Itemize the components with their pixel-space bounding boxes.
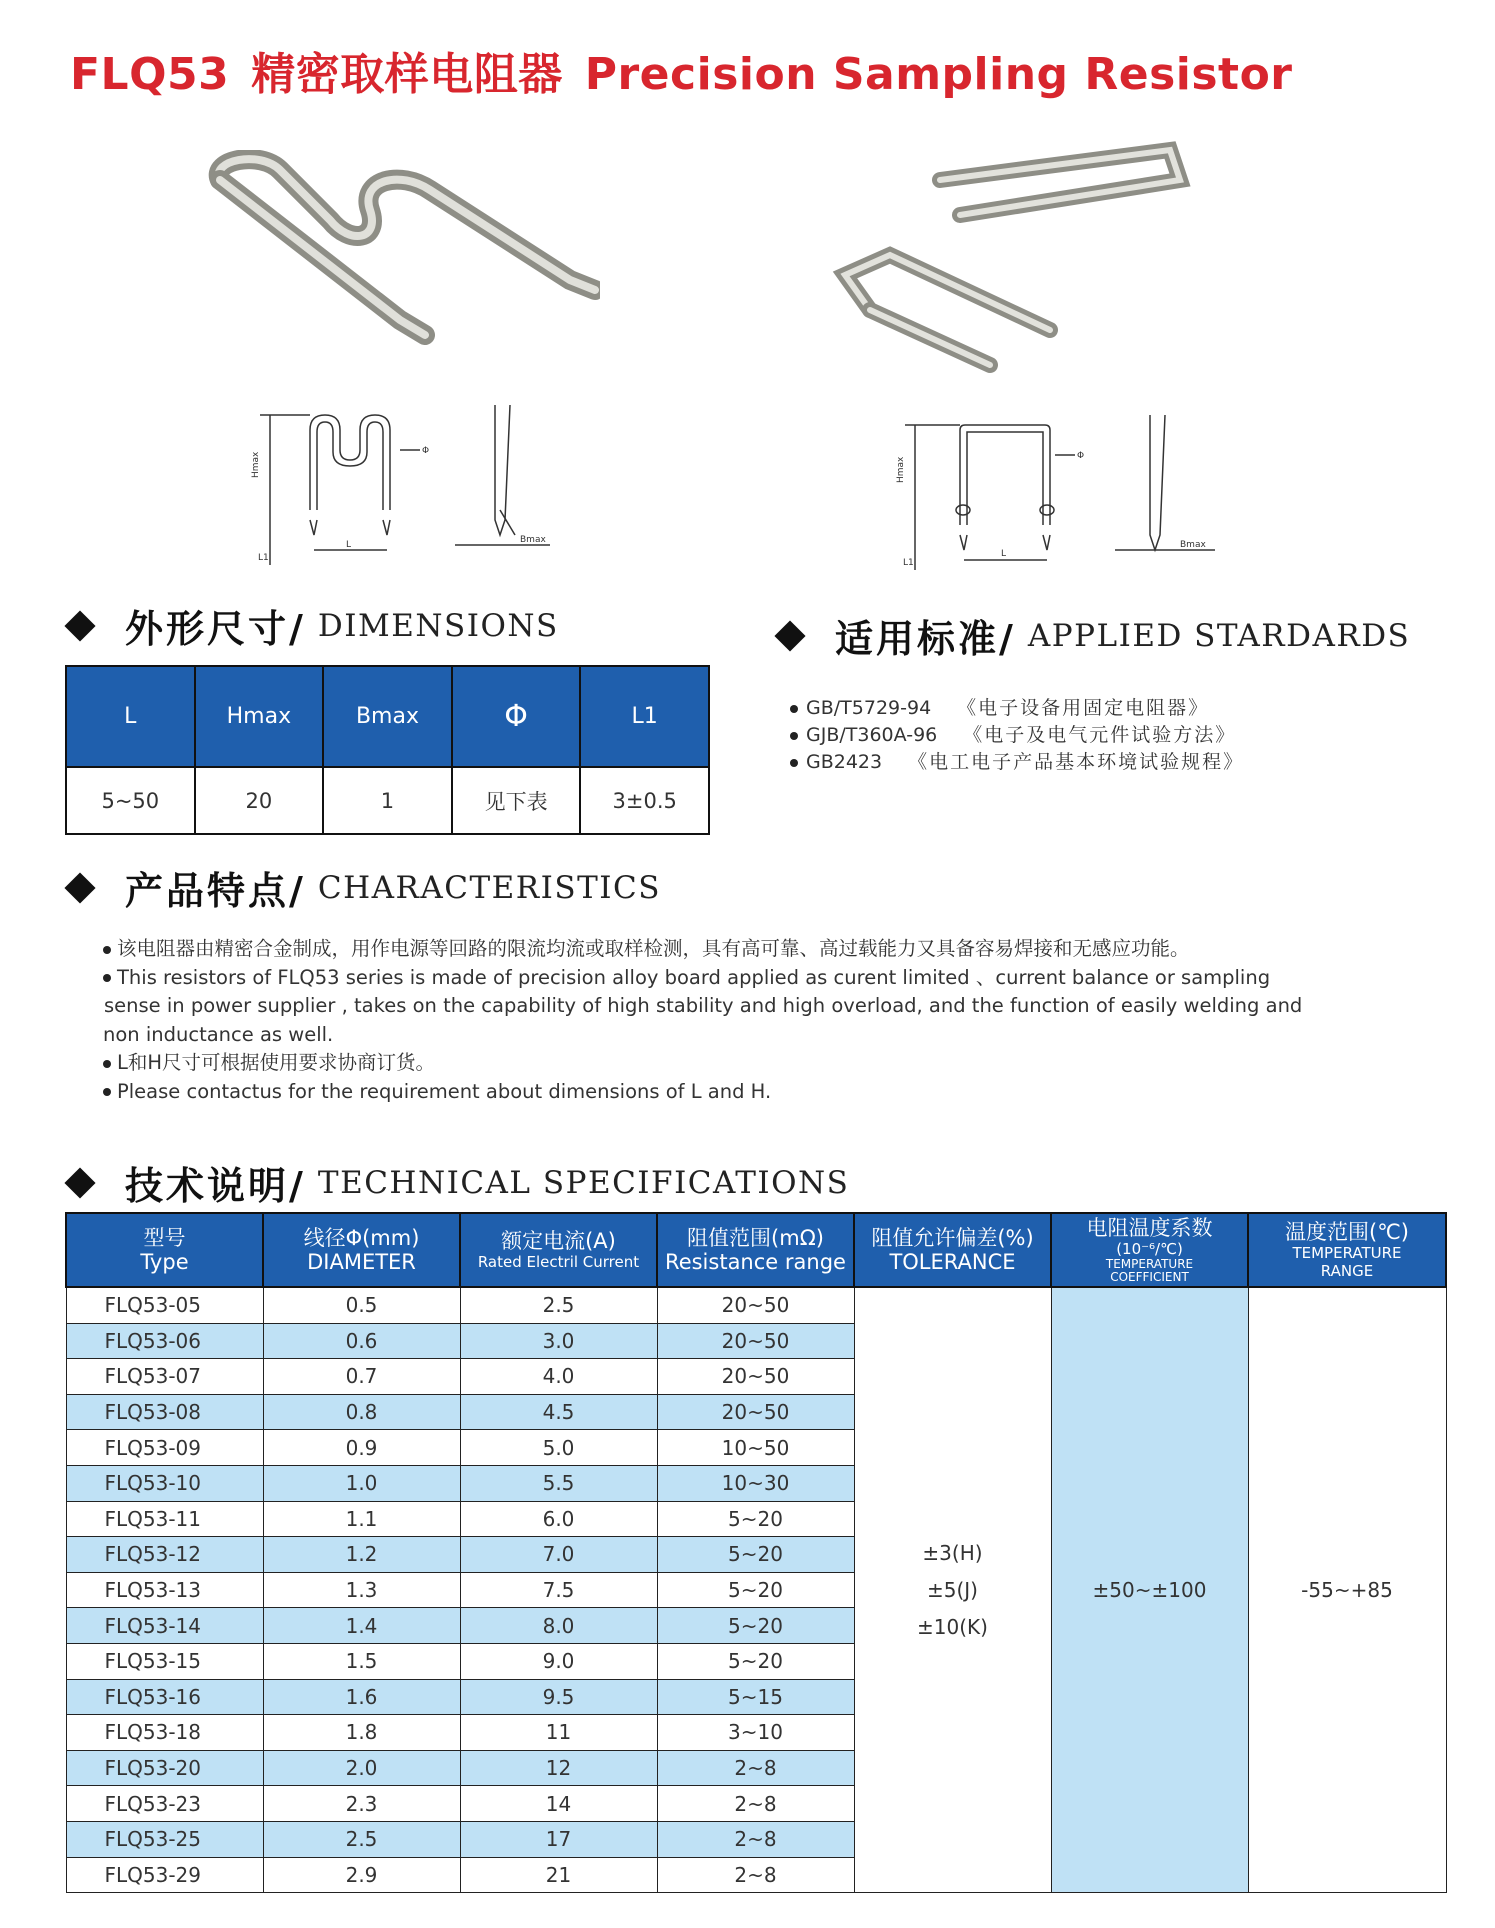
characteristics-heading [65, 860, 661, 915]
dim-header-l: L [66, 666, 195, 767]
header-tolerance: 阻值允许偏差(%) TOLERANCE [854, 1213, 1051, 1287]
specs-heading [65, 1155, 849, 1210]
type-cell: FLQ53-10 [66, 1465, 263, 1501]
diamond-icon [65, 873, 95, 903]
header-type: 型号 Type [66, 1213, 263, 1287]
resistance-cell: 10~30 [657, 1465, 854, 1501]
resistance-cell: 5~20 [657, 1572, 854, 1608]
type-cell: FLQ53-12 [66, 1537, 263, 1573]
type-cell: FLQ53-16 [66, 1679, 263, 1715]
tolerance-value: ±10(K) [917, 1614, 988, 1639]
drawing2-phi-label: Φ [1077, 451, 1085, 461]
type-cell: FLQ53-23 [66, 1786, 263, 1822]
resistance-cell: 2~8 [657, 1821, 854, 1857]
bullet-icon [790, 759, 798, 767]
type-cell: FLQ53-14 [66, 1608, 263, 1644]
type-cell: FLQ53-07 [66, 1359, 263, 1395]
dimensions-heading-cn: 外形尺寸/ [125, 607, 306, 651]
current-cell: 3.0 [460, 1323, 657, 1359]
diameter-cell: 0.6 [263, 1323, 460, 1359]
current-cell: 12 [460, 1750, 657, 1786]
char-p2a: This resistors of FLQ53 series is made of precision alloy board applied as curent limited 、current balance or sampling [117, 965, 1271, 989]
u-resistor-photo [830, 140, 1210, 380]
diameter-cell: 2.3 [263, 1786, 460, 1822]
diameter-cell: 2.9 [263, 1857, 460, 1893]
specs-header-row [66, 1213, 1446, 1287]
current-cell: 9.5 [460, 1679, 657, 1715]
resistance-cell: 3~10 [657, 1715, 854, 1751]
resistance-cell: 2~8 [657, 1857, 854, 1893]
tolerance-value: ±3(H) [922, 1540, 983, 1565]
char-line [103, 964, 1353, 993]
drawing2-hmax-label: Hmax [896, 456, 906, 483]
type-cell: FLQ53-20 [66, 1750, 263, 1786]
resistance-cell: 5~20 [657, 1643, 854, 1679]
standard-name: 《电子设备用固定电阻器》 [957, 697, 1210, 719]
specs-heading-en: TECHNICAL SPECIFICATIONS [317, 1164, 850, 1201]
resistance-cell: 5~20 [657, 1537, 854, 1573]
current-cell: 21 [460, 1857, 657, 1893]
char-p3: L和H尺寸可根据使用要求协商订货。 [117, 1051, 436, 1074]
dimensions-heading-en: DIMENSIONS [317, 607, 559, 644]
m-resistor-photo [200, 150, 600, 370]
diameter-cell: 0.8 [263, 1394, 460, 1430]
type-cell: FLQ53-11 [66, 1501, 263, 1537]
resistance-cell: 10~50 [657, 1430, 854, 1466]
diameter-cell: 0.5 [263, 1287, 460, 1323]
diameter-cell: 1.3 [263, 1572, 460, 1608]
current-cell: 7.0 [460, 1537, 657, 1573]
standards-list [790, 695, 1244, 776]
resistance-cell: 20~50 [657, 1287, 854, 1323]
type-cell: FLQ53-06 [66, 1323, 263, 1359]
bullet-icon [103, 946, 111, 954]
resistance-cell: 20~50 [657, 1394, 854, 1430]
specs-heading-cn: 技术说明/ [125, 1164, 306, 1208]
diameter-cell: 2.5 [263, 1821, 460, 1857]
standard-name: 《电工电子产品基本环境试验规程》 [908, 751, 1245, 773]
diameter-cell: 1.8 [263, 1715, 460, 1751]
header-tcr: 电阻温度系数 (10⁻⁶/℃) TEMPERATURE COEFFICIENT [1051, 1213, 1248, 1287]
standard-name: 《电子及电气元件试验方法》 [963, 724, 1237, 746]
current-cell: 8.0 [460, 1608, 657, 1644]
standards-heading-cn: 适用标准/ [835, 617, 1016, 661]
standard-item [790, 722, 1244, 749]
dimensions-heading [65, 598, 559, 653]
dim-value-hmax: 20 [195, 767, 324, 834]
standard-item [790, 749, 1244, 776]
header-temp-range: 温度范围(℃) TEMPERATURE RANGE [1248, 1213, 1446, 1287]
characteristics-text [103, 935, 1353, 1106]
current-cell: 17 [460, 1821, 657, 1857]
char-line [103, 935, 1353, 964]
specs-body [66, 1287, 1446, 1893]
resistance-cell: 2~8 [657, 1750, 854, 1786]
type-cell: FLQ53-25 [66, 1821, 263, 1857]
diamond-icon [775, 621, 805, 651]
char-line [103, 1049, 1353, 1078]
current-cell: 6.0 [460, 1501, 657, 1537]
title-en: Precision Sampling Resistor [584, 49, 1293, 100]
tolerance-value: ±5(J) [927, 1577, 978, 1602]
diamond-icon [65, 611, 95, 641]
resistance-cell: 2~8 [657, 1786, 854, 1822]
title-cn: 精密取样电阻器 [251, 49, 563, 100]
dim-header-phi: Φ [452, 666, 581, 767]
char-p1: 该电阻器由精密合金制成，用作电源等回路的限流均流或取样检测，具有高可靠、高过载能力又具备容易焊接和无感应功能。 [117, 937, 1190, 960]
type-cell: FLQ53-29 [66, 1857, 263, 1893]
bullet-icon [103, 1088, 111, 1096]
type-cell: FLQ53-08 [66, 1394, 263, 1430]
dim-header-l1: L1 [580, 666, 709, 767]
diameter-cell: 1.6 [263, 1679, 460, 1715]
dimensions-header-row [66, 666, 709, 767]
diameter-cell: 1.0 [263, 1465, 460, 1501]
current-cell: 9.0 [460, 1643, 657, 1679]
diamond-icon [65, 1168, 95, 1198]
tcr-cell: ±50~±100 [1051, 1287, 1248, 1893]
type-cell: FLQ53-13 [66, 1572, 263, 1608]
current-cell: 7.5 [460, 1572, 657, 1608]
standard-code: GB2423 [806, 751, 883, 773]
tolerance-cell [854, 1287, 1051, 1893]
current-cell: 4.0 [460, 1359, 657, 1395]
dim-value-bmax: 1 [323, 767, 452, 834]
diameter-cell: 2.0 [263, 1750, 460, 1786]
type-cell: FLQ53-09 [66, 1430, 263, 1466]
diameter-cell: 1.2 [263, 1537, 460, 1573]
resistance-cell: 5~20 [657, 1608, 854, 1644]
standard-code: GB/T5729-94 [806, 697, 932, 719]
current-cell: 5.0 [460, 1430, 657, 1466]
dimensions-value-row [66, 767, 709, 834]
header-current: 额定电流(A) Rated Electril Current [460, 1213, 657, 1287]
resistance-cell: 5~15 [657, 1679, 854, 1715]
dim-value-l1: 3±0.5 [580, 767, 709, 834]
drawing2-l-label: L [1001, 549, 1007, 559]
bullet-icon [103, 1060, 111, 1068]
char-line [103, 1078, 1353, 1107]
current-cell: 2.5 [460, 1287, 657, 1323]
drawing-l1-label: L1 [258, 553, 269, 563]
title-model: FLQ53 [70, 49, 230, 100]
header-diameter: 线径Φ(mm) DIAMETER [263, 1213, 460, 1287]
table-row [66, 1287, 1446, 1323]
char-line: sense in power supplier , takes on the capability of high stability and high overload, and the function of easily welding and [104, 994, 1303, 1017]
u-type-drawing [895, 410, 1235, 575]
resistance-cell: 20~50 [657, 1359, 854, 1395]
drawing-bmax-label: Bmax [520, 535, 546, 545]
bullet-icon [103, 974, 111, 982]
dim-value-phi: 见下表 [452, 767, 581, 834]
dim-header-bmax: Bmax [323, 666, 452, 767]
dim-header-hmax: Hmax [195, 666, 324, 767]
bullet-icon [790, 732, 798, 740]
temp-range-cell: -55~+85 [1248, 1287, 1446, 1893]
current-cell: 14 [460, 1786, 657, 1822]
bullet-icon [790, 705, 798, 713]
drawing2-l1-label: L1 [903, 558, 914, 568]
standards-heading [775, 608, 1410, 663]
dim-value-l: 5~50 [66, 767, 195, 834]
characteristics-heading-en: CHARACTERISTICS [317, 869, 661, 906]
type-cell: FLQ53-18 [66, 1715, 263, 1751]
standard-item [790, 695, 1244, 722]
standards-heading-en: APPLIED STARDARDS [1027, 617, 1411, 654]
diameter-cell: 1.4 [263, 1608, 460, 1644]
type-cell: FLQ53-05 [66, 1287, 263, 1323]
dimensions-table [65, 665, 710, 835]
specs-table [65, 1212, 1447, 1893]
diameter-cell: 0.9 [263, 1430, 460, 1466]
diameter-cell: 1.5 [263, 1643, 460, 1679]
current-cell: 5.5 [460, 1465, 657, 1501]
diameter-cell: 0.7 [263, 1359, 460, 1395]
current-cell: 11 [460, 1715, 657, 1751]
characteristics-heading-cn: 产品特点/ [125, 869, 306, 913]
m-type-drawing [250, 400, 570, 570]
diameter-cell: 1.1 [263, 1501, 460, 1537]
char-line: non inductance as well. [103, 1022, 334, 1046]
drawing-hmax-label: Hmax [251, 451, 261, 478]
drawing2-bmax-label: Bmax [1180, 540, 1206, 550]
drawing-phi-label: Φ [422, 446, 430, 456]
char-p4: Please contactus for the requirement about dimensions of L and H. [117, 1079, 772, 1103]
resistance-cell: 20~50 [657, 1323, 854, 1359]
current-cell: 4.5 [460, 1394, 657, 1430]
standard-code: GJB/T360A-96 [806, 724, 938, 746]
drawing-l-label: L [346, 540, 352, 550]
resistance-cell: 5~20 [657, 1501, 854, 1537]
header-resistance: 阻值范围(mΩ) Resistance range [657, 1213, 854, 1287]
type-cell: FLQ53-15 [66, 1643, 263, 1679]
page-title [70, 38, 1293, 102]
